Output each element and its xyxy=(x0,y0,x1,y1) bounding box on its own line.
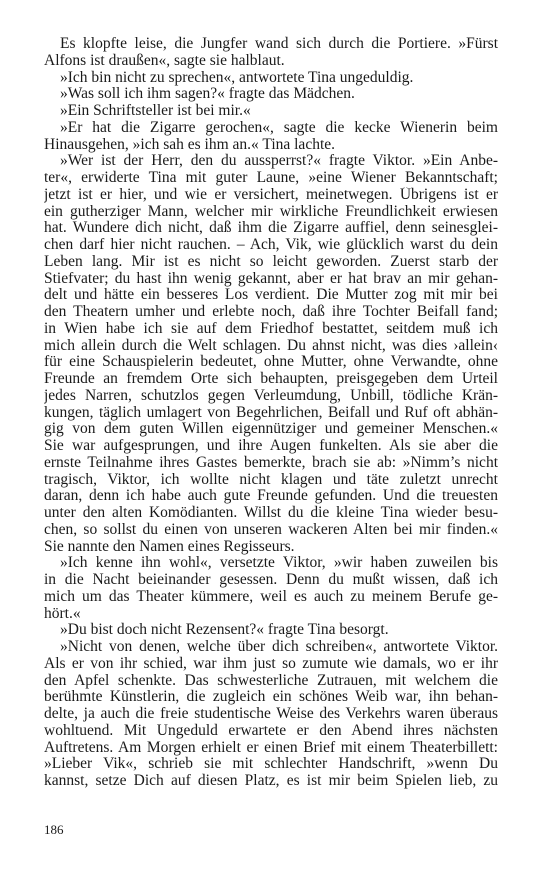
text-line: jetzt ist er hier, und wie er versichert, meinetwegen. Übrigens ist er xyxy=(44,186,498,203)
text-line: chen darf hier nicht rauchen. – Ach, Vik, wie glücklich warst du dein xyxy=(44,237,498,253)
text-line: gig von dem guten Willen eigennütziger und gemeiner Menschen.« xyxy=(44,421,498,438)
text-line: Alfons ist draußen«, sagte sie halblaut. xyxy=(44,52,285,69)
text-line: ernste Teilnahme ihres Gastes bemerkte, brach sie ab: »Nimm’s nicht xyxy=(44,454,498,471)
text-line: für eine Schauspielerin bedeutet, ohne Mutter, ohne Verwandte, ohne xyxy=(44,354,498,371)
text-line: Sie war aufgesprungen, und ihre Augen funkelten. Als sie aber die xyxy=(44,438,498,454)
text-line: daran, denn ich habe auch gute Freunde gefunden. Und die treuesten xyxy=(44,488,498,505)
text-line: hört.« xyxy=(44,605,81,622)
text-line: delt und hätte ein besseres Los verdient. Die Mutter zog mit mir bei xyxy=(44,287,498,304)
text-line: delte, ja auch die freie studentische Weise des Verkehrs waren überaus xyxy=(44,706,498,722)
text-line: »Nicht von denen, welche über dich schreiben«, antwortete Viktor. xyxy=(60,639,498,655)
text-line: wohltuend. Mit Ungeduld erwartete er den Abend ihres nächsten xyxy=(44,722,498,739)
text-line: kannst, setze Dich auf diesen Platz, es ist mir beim Spielen lieb, zu xyxy=(44,773,498,789)
text-line: »Wer ist der Herr, den du aussperrst?« fragte Viktor. »Ein Anbe- xyxy=(60,153,498,170)
text-line: Sie nannte den Namen eines Regisseurs. xyxy=(44,538,295,555)
text-line: in die Nacht beieinander gesessen. Denn du mußt wissen, daß ich xyxy=(44,572,498,588)
text-line: Hinausgehen, »ich sah es ihm an.« Tina lachte. xyxy=(44,136,336,153)
text-line: Freunde an fremdem Orte sich behaupten, preisgegeben dem Urteil xyxy=(44,371,498,387)
text-line: unter den alten Komödianten. Willst du die kleine Tina wieder besu- xyxy=(44,505,498,521)
text-line: kungen, täglich umlagert von Begehrlichen, Beifall und Ruf oft abhän- xyxy=(44,404,498,421)
text-line: den Apfel schenkte. Das schwesterliche Zutrauen, mit welchem die xyxy=(44,672,498,689)
page-number: 186 xyxy=(44,822,64,837)
text-line: chen, so sollst du einen von unseren wackeren Alten bei mir finden.« xyxy=(44,521,498,538)
text-line: berühmte Künstlerin, die zugleich ein schönes Weib war, ihn behan- xyxy=(44,689,498,706)
text-line: »Er hat die Zigarre gerochen«, sagte die kecke Wienerin beim xyxy=(60,119,498,136)
text-line: »Ich bin nicht zu sprechen«, antwortete Tina ungeduldig. xyxy=(60,69,414,86)
text-line: »Ein Schriftsteller ist bei mir.« xyxy=(60,103,251,119)
body-text xyxy=(44,36,498,790)
text-line: den Theatern umher und erlebte noch, daß ihre Tochter Beifall fand; xyxy=(44,304,498,320)
text-line: Als er von ihr schied, war ihm just so zumute wie damals, wo er ihr xyxy=(44,655,498,672)
text-line: Auftretens. Am Morgen erhielt er einen Brief mit einem Theaterbillett: xyxy=(44,739,498,756)
text-line: »Du bist doch nicht Rezensent?« fragte Tina besorgt. xyxy=(60,622,389,639)
text-line: tragisch, Viktor, ich wollte nicht klagen und täte zuletzt unrecht xyxy=(44,471,498,488)
text-line: ein gutherziger Mann, welcher mir wirkliche Freundlichkeit erwiesen xyxy=(44,203,498,220)
text-line: »Ich kenne ihn wohl«, versetzte Viktor, »wir haben zuweilen bis xyxy=(60,555,498,572)
text-line: hat. Wundere dich nicht, daß ihm die Zigarre auffiel, denn seinesglei- xyxy=(44,220,498,237)
text-line: Leben lang. Mir ist es nicht so leicht geworden. Zuerst starb der xyxy=(44,253,498,270)
text-line: Stiefvater; du hast ihn wenig gekannt, aber er hat brav an mir gehan- xyxy=(44,270,498,287)
text-line: jedes Narren, schutzlos gegen Verleumdung, Unbill, tödliche Krän- xyxy=(44,387,498,404)
text-line: »Was soll ich ihm sagen?« fragte das Mädchen. xyxy=(60,86,355,103)
text-line: ter«, erwiderte Tina mit guter Laune, »eine Wiener Bekanntschaft; xyxy=(44,170,498,186)
text-line: Es klopfte leise, die Jungfer wand sich durch die Portiere. »Fürst xyxy=(60,36,498,52)
text-line: mich allein durch die Welt schlagen. Du ahnst nicht, was dies ›allein‹ xyxy=(44,337,498,354)
text-line: in Wien habe ich sie auf dem Friedhof bestattet, seitdem muß ich xyxy=(44,320,498,337)
text-line: »Lieber Vik«, schrieb sie mit schlechter Handschrift, »wenn Du xyxy=(44,756,498,773)
text-line: mich um das Theater kümmere, weil es auch zu meinem Berufe ge- xyxy=(44,588,498,605)
